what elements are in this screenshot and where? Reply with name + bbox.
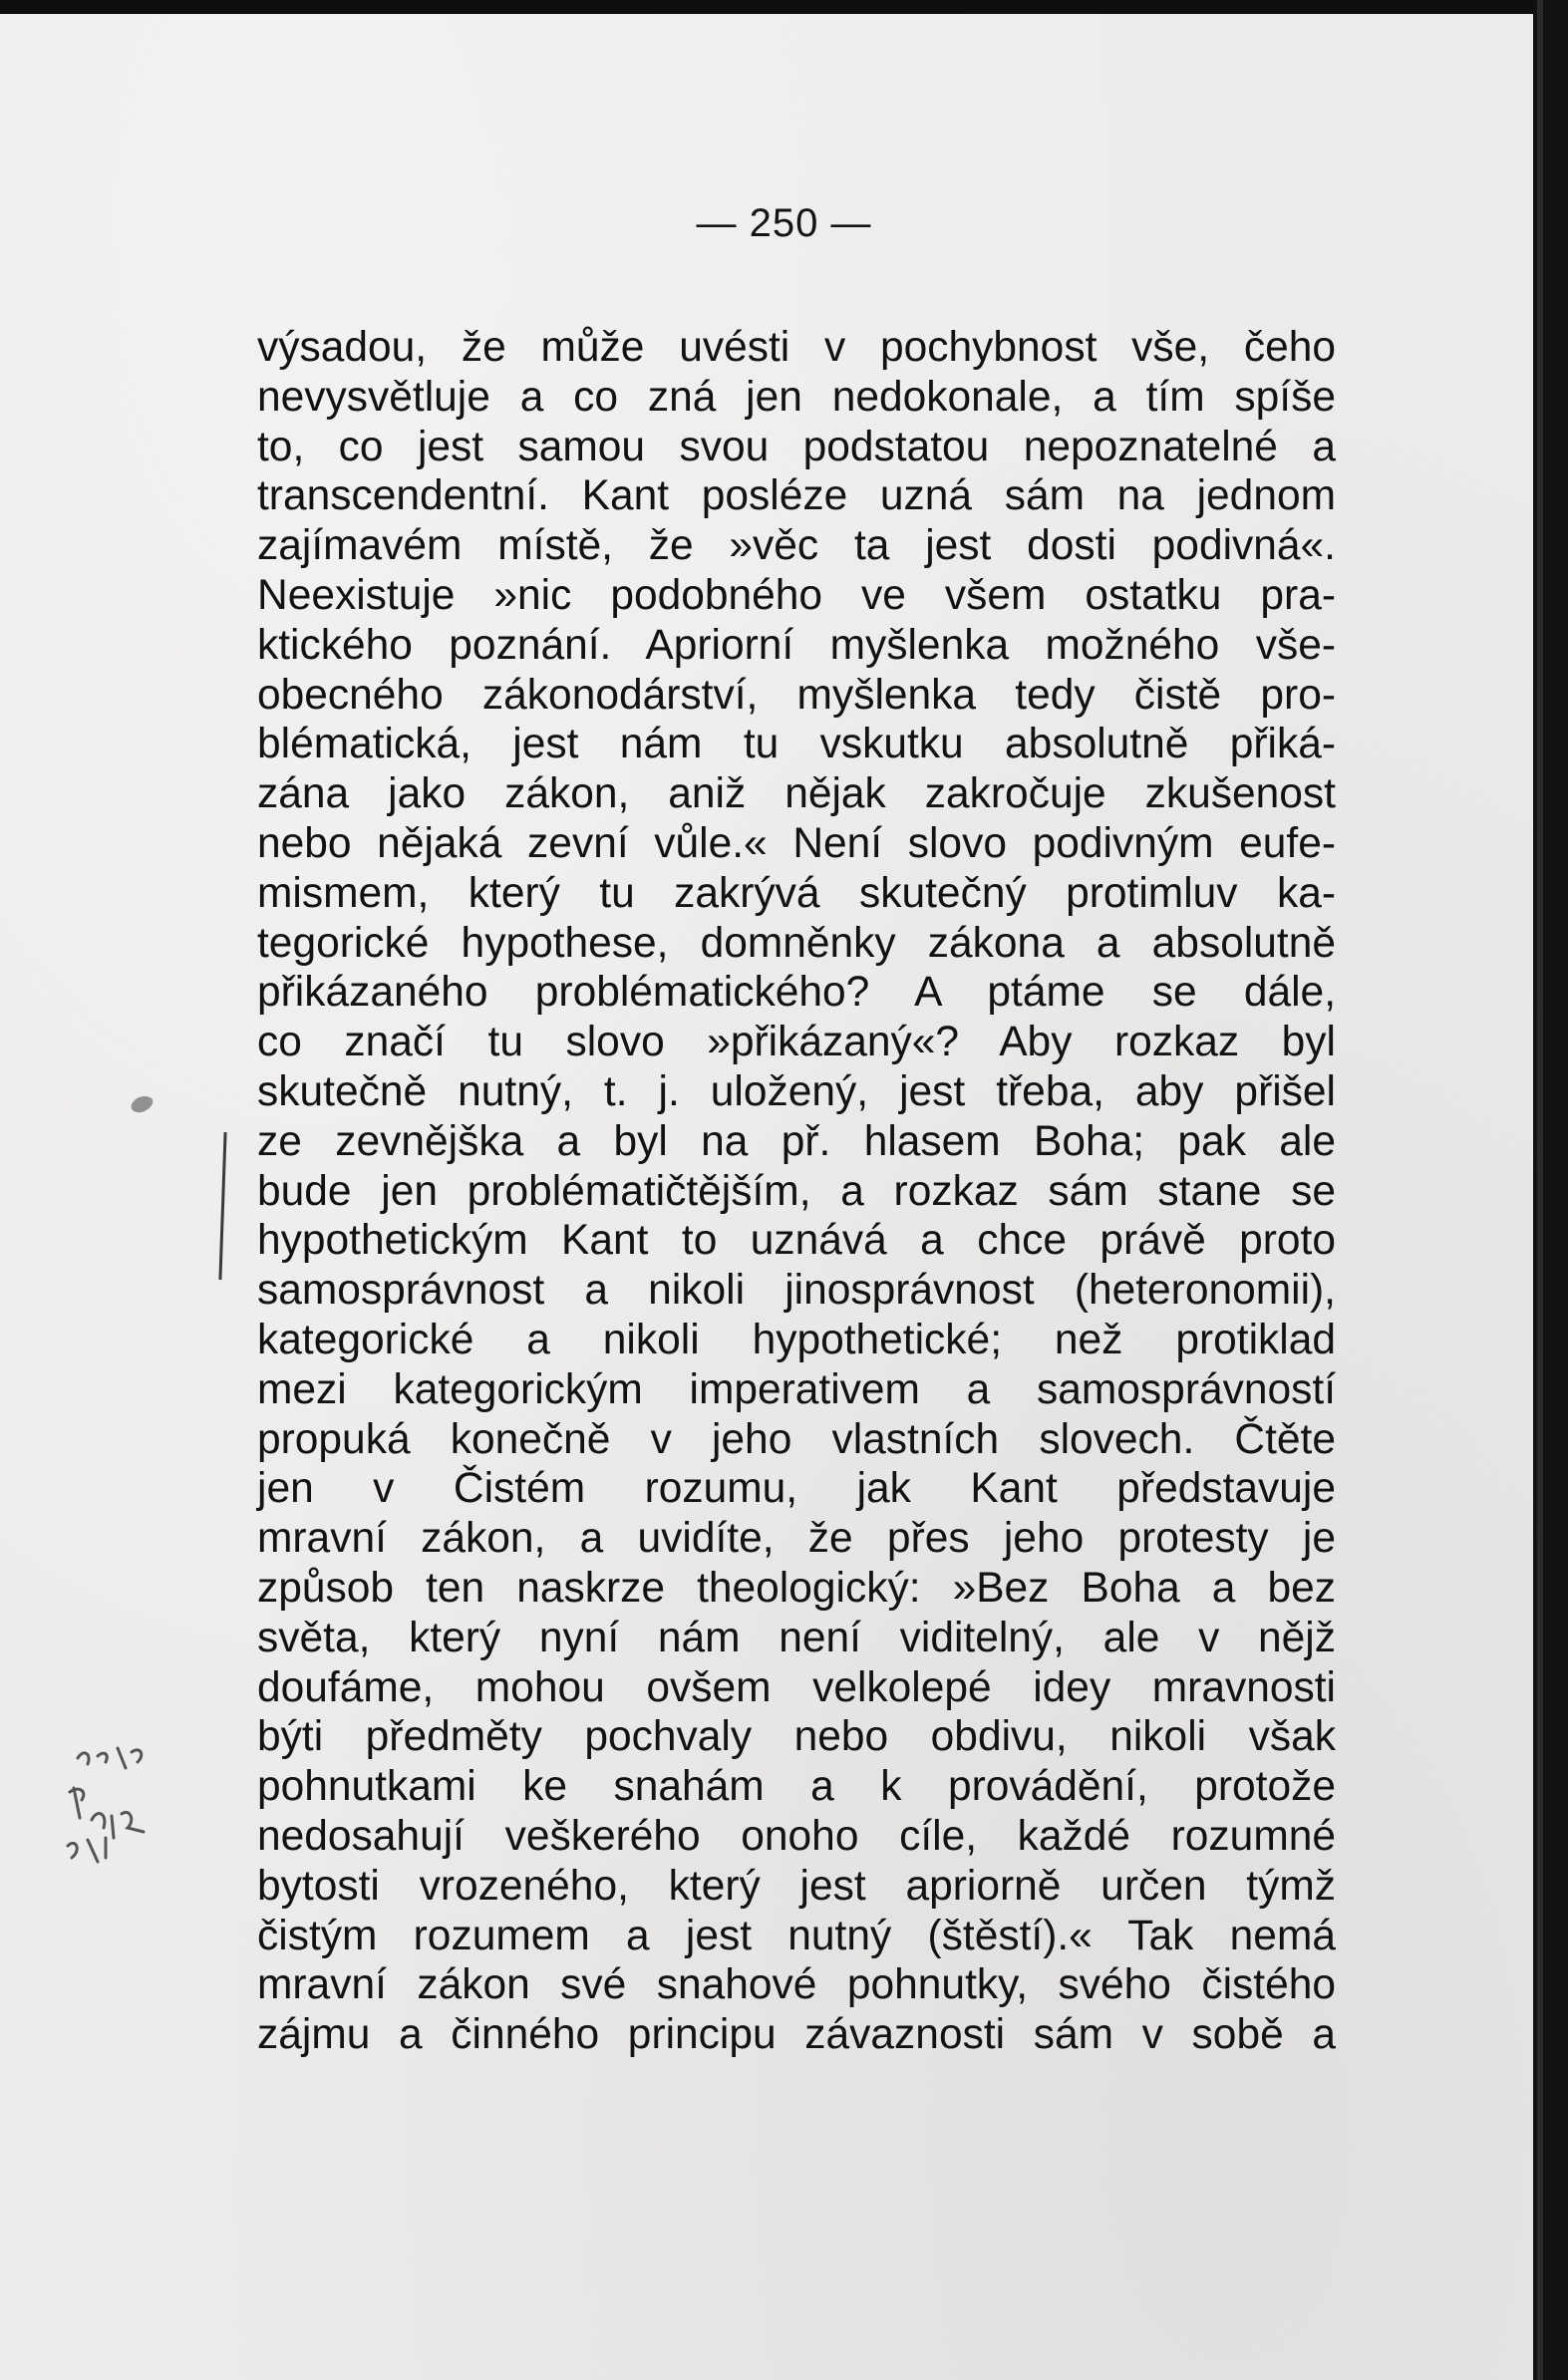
text-line: nedosahují veškerého onoho cíle, každé rozumné: [257, 1812, 1336, 1860]
text-line: ze zevnějška a byl na př. hlasem Boha; pak ale: [257, 1117, 1336, 1165]
text-line: to, co jest samou svou podstatou nepoznatelné a: [257, 423, 1336, 470]
text-line: ktického poznání. Apriorní myšlenka možného vše-: [257, 621, 1336, 669]
text-line: nebo nějaká zevní vůle.« Není slovo podivným eufe-: [257, 819, 1336, 867]
text-line: mravní zákon, a uvidíte, že přes jeho protesty je: [257, 1515, 1336, 1563]
handwritten-margin-note: [48, 1728, 197, 1908]
text-line: kategorické a nikoli hypothetické; než protiklad: [257, 1316, 1336, 1363]
text-line: bude jen problématičtějším, a rozkaz sám stane se: [257, 1167, 1336, 1215]
text-line: transcendentní. Kant posléze uzná sám na jednom: [257, 472, 1336, 520]
text-line: hypothetickým Kant to uznává a chce právě proto: [257, 1217, 1336, 1265]
text-line: Neexistuje »nic podobného ve všem ostatku pra-: [257, 571, 1336, 619]
text-line: co značí tu slovo »přikázaný«? Aby rozkaz byl: [257, 1019, 1336, 1066]
book-page: [0, 14, 1533, 2380]
text-line: nevysvětluje a co zná jen nedokonale, a tím spíše: [257, 373, 1336, 421]
page-edge-shadow: [1533, 0, 1568, 2380]
text-line: obecného zákonodárství, myšlenka tedy čistě pro-: [257, 671, 1336, 719]
text-line: mravní zákon své snahové pohnutky, svého čistého: [257, 1961, 1336, 2009]
ink-spot: [128, 1090, 157, 1116]
text-line: doufáme, mohou ovšem velkolepé idey mravnosti: [257, 1663, 1336, 1711]
text-line: zajímavém místě, že »věc ta jest dosti podivná«.: [257, 522, 1336, 570]
text-line: bytosti vrozeného, který jest apriorně určen týmž: [257, 1862, 1336, 1910]
text-line: samosprávnost a nikoli jinosprávnost (heteronomii),: [257, 1267, 1336, 1315]
text-line: pohnutkami ke snahám a k provádění, protože: [257, 1763, 1336, 1811]
text-line: přikázaného problématického? A ptáme se dále,: [257, 969, 1336, 1017]
text-line: čistým rozumem a jest nutný (štěstí).« Tak nemá: [257, 1912, 1336, 1959]
text-line: mismem, který tu zakrývá skutečný protimluv ka-: [257, 869, 1336, 917]
page-edge-strip: [1537, 0, 1543, 2380]
text-line: zána jako zákon, aniž nějak zakročuje zkušenost: [257, 770, 1336, 818]
margin-pencil-mark: [218, 1132, 226, 1280]
body-text: [257, 323, 1336, 2060]
text-line: blématická, jest nám tu vskutku absolutně přiká-: [257, 721, 1336, 768]
text-line: způsob ten naskrze theologický: »Bez Boha a bez: [257, 1564, 1336, 1612]
text-line: propuká konečně v jeho vlastních slovech. Čtěte: [257, 1415, 1336, 1463]
text-line: skutečně nutný, t. j. uložený, jest třeba, aby přišel: [257, 1067, 1336, 1115]
text-line: mezi kategorickým imperativem a samosprávností: [257, 1365, 1336, 1413]
text-line: býti předměty pochvaly nebo obdivu, nikoli však: [257, 1713, 1336, 1761]
text-line: tegorické hypothese, domněnky zákona a absolutně: [257, 919, 1336, 967]
text-line: jen v Čistém rozumu, jak Kant představuje: [257, 1465, 1336, 1513]
page-number: — 250 —: [696, 201, 872, 245]
text-line: světa, který nyní nám není viditelný, ale v nějž: [257, 1614, 1336, 1661]
text-line: výsadou, že může uvésti v pochybnost vše, čeho: [257, 324, 1336, 371]
text-line: zájmu a činného principu závaznosti sám v sobě a: [257, 2011, 1336, 2059]
